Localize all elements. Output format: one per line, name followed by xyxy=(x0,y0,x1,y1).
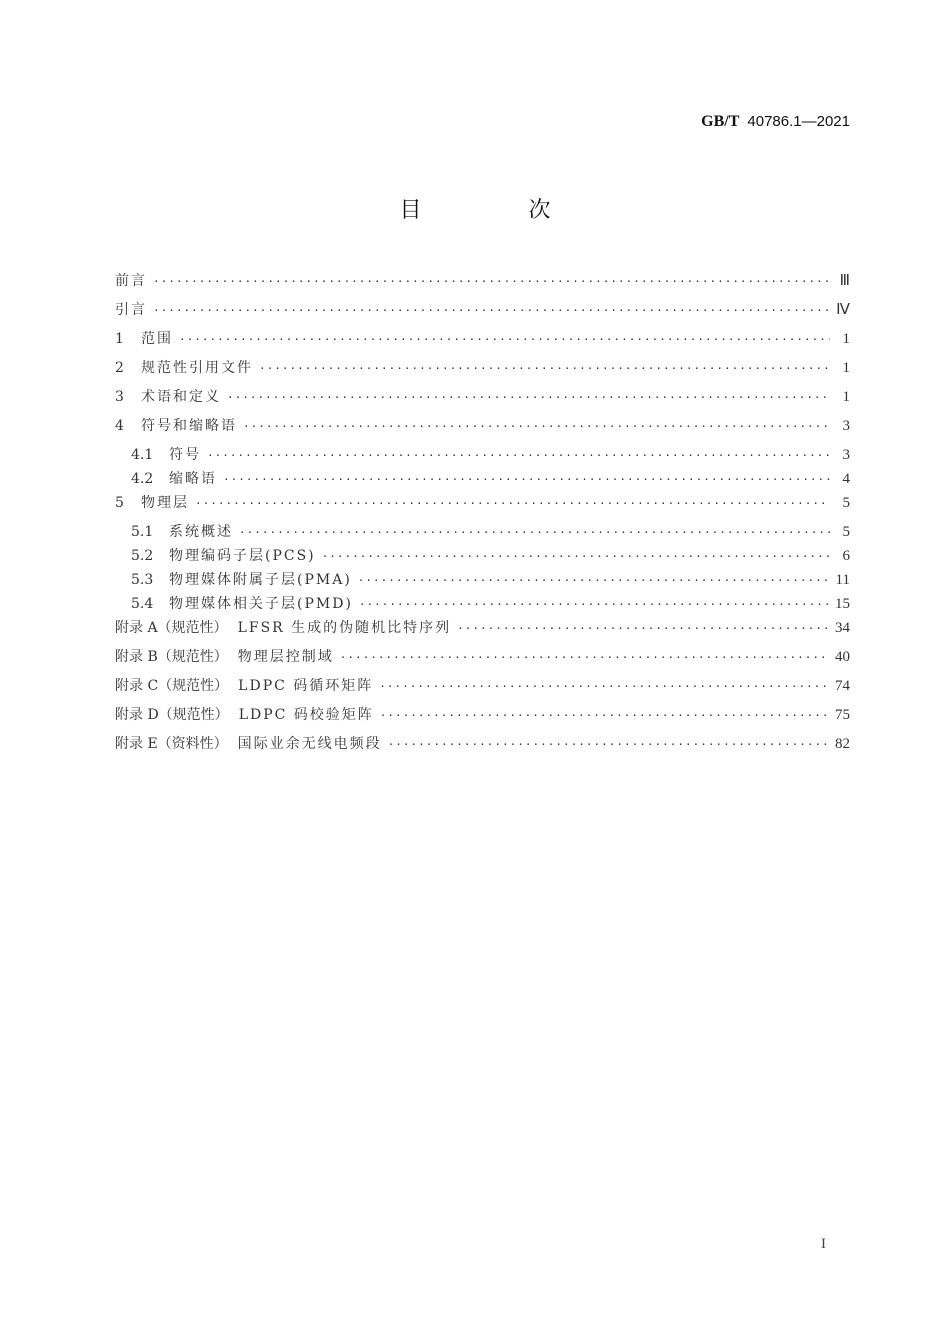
toc-entry-3[interactable] xyxy=(115,386,850,415)
toc-entry-annex-b[interactable] xyxy=(115,646,850,675)
toc-entry-5-3[interactable] xyxy=(115,569,850,593)
toc-number: 1 xyxy=(115,331,124,347)
toc-entry-2[interactable] xyxy=(115,357,850,386)
toc-entry-5[interactable] xyxy=(115,492,850,521)
toc-page: 74 xyxy=(835,678,850,694)
dot-leader xyxy=(153,304,830,317)
dot-leader xyxy=(340,651,829,664)
toc-entry-5-1[interactable] xyxy=(115,521,850,545)
standard-code xyxy=(701,112,850,131)
toc-number: 3 xyxy=(115,389,124,405)
toc-number: 附录 A（规范性） xyxy=(115,620,228,636)
dot-leader xyxy=(227,391,830,404)
dot-leader xyxy=(239,526,830,539)
toc-entry-4-2[interactable] xyxy=(115,468,850,492)
toc-number: 4.1 xyxy=(131,447,154,463)
dot-leader xyxy=(379,680,829,693)
dot-leader xyxy=(243,420,830,433)
toc-entry-4[interactable] xyxy=(115,415,850,444)
toc-label: 符号和缩略语 xyxy=(141,418,237,434)
toc-number: 附录 E（资料性） xyxy=(115,736,228,752)
toc-page: 3 xyxy=(842,418,850,434)
toc-label: 物理层控制域 xyxy=(237,649,334,665)
toc-page: 15 xyxy=(835,596,850,612)
toc-page: Ⅲ xyxy=(839,273,850,289)
standard-prefix: GB/T xyxy=(701,113,740,130)
toc-label: 国际业余无线电频段 xyxy=(237,736,382,752)
toc-number: 5.3 xyxy=(131,572,154,588)
toc-entry-5-2[interactable] xyxy=(115,545,850,569)
toc-page: Ⅳ xyxy=(836,302,850,318)
toc-number: 5 xyxy=(115,495,124,511)
table-of-contents xyxy=(115,270,850,762)
toc-label: 物理层 xyxy=(141,495,189,511)
dot-leader xyxy=(207,449,830,462)
dot-leader xyxy=(380,709,829,722)
toc-page: 40 xyxy=(835,649,850,665)
toc-page: 11 xyxy=(835,572,850,588)
toc-page: 4 xyxy=(842,471,850,487)
dot-leader xyxy=(359,598,829,611)
toc-label: 系统概述 xyxy=(169,524,233,540)
toc-label: 术语和定义 xyxy=(141,389,221,405)
toc-entry-annex-e[interactable] xyxy=(115,733,850,762)
dot-leader xyxy=(179,333,830,346)
toc-page: 1 xyxy=(842,389,850,405)
toc-number: 附录 D（规范性） xyxy=(115,707,229,723)
page-title: 目 次 xyxy=(399,198,601,223)
toc-page: 75 xyxy=(835,707,850,723)
toc-number: 5.2 xyxy=(131,548,154,564)
toc-label: 范围 xyxy=(141,331,173,347)
toc-page: 3 xyxy=(842,447,850,463)
toc-number: 4 xyxy=(115,418,124,434)
toc-entry-annex-a[interactable] xyxy=(115,617,850,646)
toc-number: 2 xyxy=(115,360,124,376)
toc-label: LDPC 码校验矩阵 xyxy=(238,707,374,723)
toc-label: 规范性引用文件 xyxy=(141,360,253,376)
toc-number: 附录 B（规范性） xyxy=(115,649,228,665)
toc-label: 前言 xyxy=(115,273,147,289)
page-number: I xyxy=(821,1236,826,1252)
toc-number: 附录 C（规范性） xyxy=(115,678,229,694)
toc-entry-annex-d[interactable] xyxy=(115,704,850,733)
toc-page: 5 xyxy=(842,495,850,511)
toc-entry-4-1[interactable] xyxy=(115,444,850,468)
toc-entry-foreword[interactable] xyxy=(115,270,850,299)
toc-page: 6 xyxy=(842,548,850,564)
dot-leader xyxy=(153,275,830,288)
standard-number: 40786.1—2021 xyxy=(747,113,850,130)
toc-label: 符号 xyxy=(169,447,201,463)
dot-leader xyxy=(322,550,830,563)
toc-label: 物理编码子层(PCS) xyxy=(169,548,316,564)
toc-number: 5.4 xyxy=(131,596,154,612)
toc-label: 缩略语 xyxy=(169,471,217,487)
toc-label: 物理媒体附属子层(PMA) xyxy=(169,572,352,588)
toc-page: 1 xyxy=(842,360,850,376)
toc-number: 4.2 xyxy=(131,471,154,487)
toc-entry-5-4[interactable] xyxy=(115,593,850,617)
toc-label: LDPC 码循环矩阵 xyxy=(238,678,374,694)
dot-leader xyxy=(223,473,830,486)
dot-leader xyxy=(388,738,829,751)
dot-leader xyxy=(457,622,829,635)
toc-entry-1[interactable] xyxy=(115,328,850,357)
toc-label: 物理媒体相关子层(PMD) xyxy=(169,596,353,612)
toc-page: 1 xyxy=(842,331,850,347)
toc-page: 5 xyxy=(842,524,850,540)
dot-leader xyxy=(259,362,830,375)
dot-leader xyxy=(195,497,830,510)
toc-label: LFSR 生成的伪随机比特序列 xyxy=(237,620,452,636)
toc-page: 82 xyxy=(835,736,850,752)
toc-label: 引言 xyxy=(115,302,147,318)
toc-page: 34 xyxy=(835,620,850,636)
toc-number: 5.1 xyxy=(131,524,154,540)
toc-entry-annex-c[interactable] xyxy=(115,675,850,704)
dot-leader xyxy=(358,574,830,587)
toc-entry-introduction[interactable] xyxy=(115,299,850,328)
